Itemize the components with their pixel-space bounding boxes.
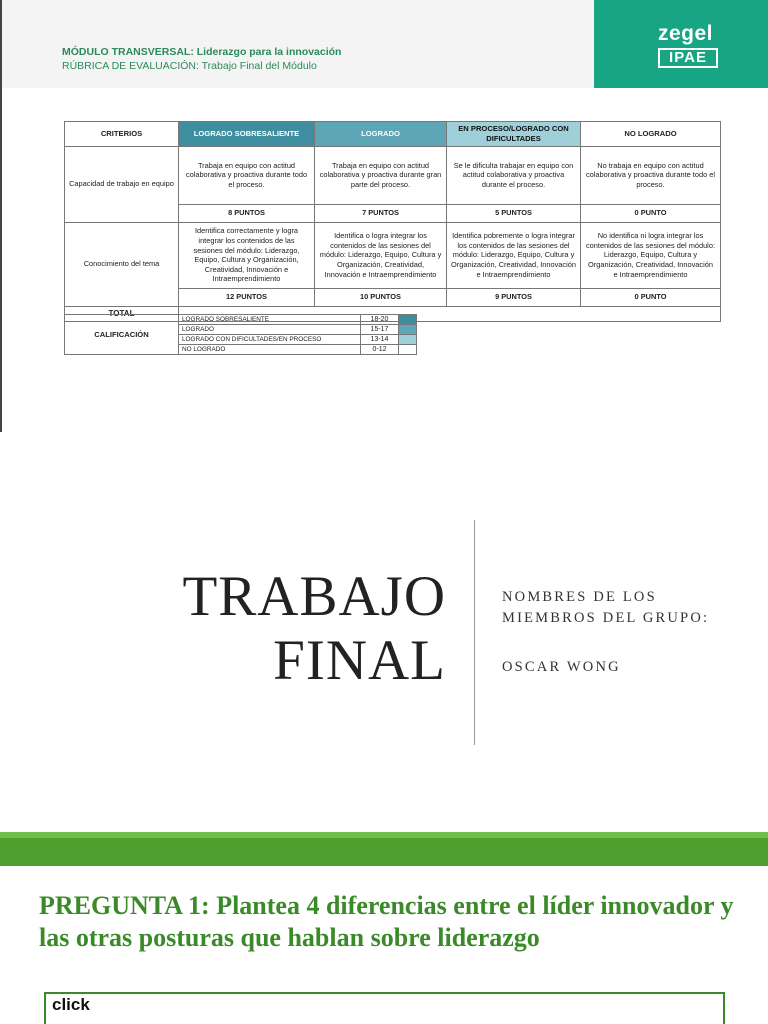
module-name: Liderazgo para la innovación — [196, 46, 342, 58]
descriptor-cell: Identifica o logra integrar los contenidos de las sesiones del módulo: Liderazgo, Equipo, Cultura y Organización, Creatividad, Innovación e Intraemprendimiento — [315, 222, 447, 288]
total-label: TOTAL — [65, 306, 179, 321]
points-cell: 8 PUNTOS — [179, 204, 315, 222]
criterion-cell: Capacidad de trabajo en equipo — [65, 146, 179, 222]
criterion-cell: Conocimiento del tema — [65, 222, 179, 306]
level-name: LOGRADO SOBRESALIENTE — [179, 315, 361, 325]
level-name: NO LOGRADO — [179, 345, 361, 355]
points-cell: 0 PUNTO — [581, 204, 721, 222]
answer-input-box[interactable] — [44, 992, 725, 1024]
header-en-proceso: EN PROCESO/LOGRADO CON DIFICULTADES — [447, 122, 581, 147]
points-cell: 7 PUNTOS — [315, 204, 447, 222]
descriptor-cell: Se le dificulta trabajar en equipo con actitud colaborativa y proactiva durante el proceso. — [447, 146, 581, 204]
members-heading: NOMBRES DE LOS MIEMBROS DEL GRUPO: — [502, 589, 710, 626]
level-swatch — [399, 325, 417, 335]
calificacion-label: CALIFICACIÓN — [65, 315, 179, 355]
module-label: MÓDULO TRANSVERSAL: — [62, 46, 194, 58]
level-swatch — [399, 335, 417, 345]
points-cell: 0 PUNTO — [581, 288, 721, 306]
level-range: 15-17 — [361, 325, 399, 335]
rubric-header-row — [65, 122, 721, 147]
level-name: LOGRADO CON DIFICULTADES/EN PROCESO — [179, 335, 361, 345]
title-trabajo: TRABAJO — [182, 565, 446, 628]
green-header-bar — [0, 832, 768, 866]
points-cell: 10 PUNTOS — [315, 288, 447, 306]
answer-placeholder[interactable]: click — [52, 995, 90, 1014]
title-page — [0, 432, 768, 832]
descriptor-cell: Trabaja en equipo con actitud colaborativa y proactiva durante gran parte del proceso. — [315, 146, 447, 204]
header-logrado-sobresaliente: LOGRADO SOBRESALIENTE — [179, 122, 315, 147]
table-row — [65, 222, 721, 288]
member-name: OSCAR WONG — [502, 659, 621, 675]
header-logrado: LOGRADO — [315, 122, 447, 147]
header-no-logrado: NO LOGRADO — [581, 122, 721, 147]
logo-zegel-text: zegel — [658, 22, 714, 45]
table-row — [65, 146, 721, 204]
level-range: 13-14 — [361, 335, 399, 345]
descriptor-cell: No trabaja en equipo con actitud colaborativa y proactiva durante todo el proceso. — [581, 146, 721, 204]
points-cell: 12 PUNTOS — [179, 288, 315, 306]
rubric-label: RÚBRICA DE EVALUACIÓN: — [62, 60, 199, 72]
level-name: LOGRADO — [179, 325, 361, 335]
logo-ipae-text: IPAE — [658, 48, 718, 68]
points-cell: 9 PUNTOS — [447, 288, 581, 306]
level-range: 0-12 — [361, 345, 399, 355]
descriptor-cell: Identifica correctamente y logra integrar los contenidos de las sesiones del módulo: Liderazgo, Equipo, Cultura y Organización, Creatividad, Innovación e Intraemprendimiento — [179, 222, 315, 288]
descriptor-cell: No identifica ni logra integrar los contenidos de las sesiones del módulo: Liderazgo, Equipo, Cultura y Organización, Creatividad, Innovación e Intraemprendimiento — [581, 222, 721, 288]
descriptor-cell: Trabaja en equipo con actitud colaborativa y proactiva durante todo el proceso. — [179, 146, 315, 204]
calificacion-table — [64, 314, 417, 355]
question-page — [0, 832, 768, 1024]
rubric-title — [62, 60, 317, 72]
level-swatch — [399, 345, 417, 355]
module-title — [62, 46, 341, 58]
descriptor-cell: Identifica pobremente o logra integrar los contenidos de las sesiones del módulo: Liderazgo, Equipo, Cultura y Organización, Creatividad, Innovación e Intraemprendimiento — [447, 222, 581, 288]
header-criterios: CRITERIOS — [65, 122, 179, 147]
rubric-name: Trabajo Final del Módulo — [201, 60, 317, 72]
question-1-text: PREGUNTA 1: Plantea 4 diferencias entre el líder innovador y las otras posturas que hablan sobre liderazgo — [39, 891, 734, 952]
title-divider — [474, 520, 475, 745]
rubric-table — [64, 121, 721, 322]
points-cell: 5 PUNTOS — [447, 204, 581, 222]
title-final: FINAL — [273, 629, 446, 692]
table-row — [65, 315, 417, 325]
level-swatch — [399, 315, 417, 325]
level-range: 18-20 — [361, 315, 399, 325]
rubric-page — [0, 0, 768, 432]
